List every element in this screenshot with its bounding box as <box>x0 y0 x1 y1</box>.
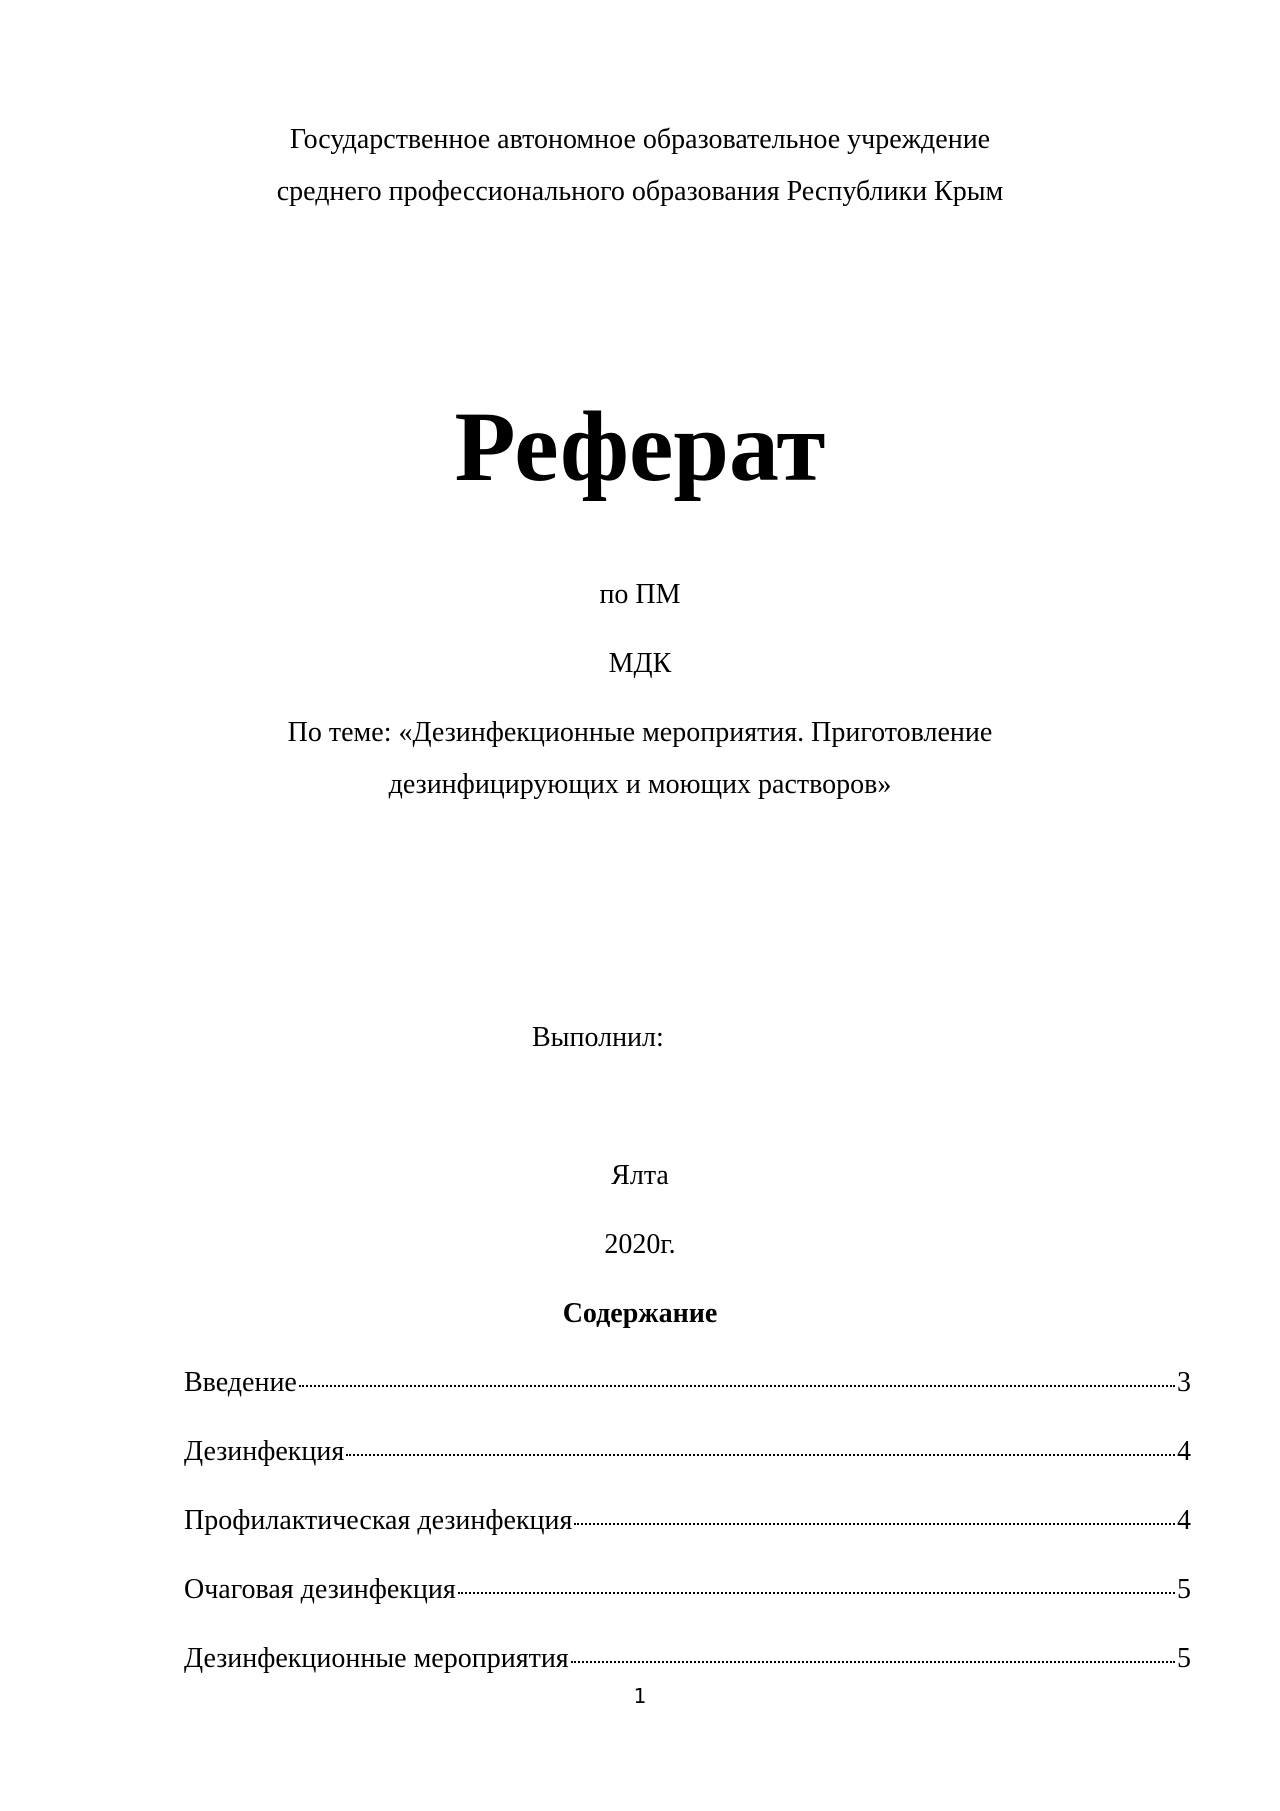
toc-entry-page: 5 <box>1177 1574 1191 1605</box>
toc-heading: Содержание <box>562 1298 718 1329</box>
toc-entry-label: Дезинфекционные мероприятия <box>184 1643 569 1674</box>
toc-leader-dots <box>346 1454 1175 1456</box>
toc-entry-page: 5 <box>1177 1643 1191 1674</box>
toc-entry[interactable] <box>184 1366 1191 1435</box>
toc-entry[interactable] <box>184 1573 1191 1642</box>
table-of-contents <box>184 1366 1191 1711</box>
document-title: Реферат <box>454 391 826 502</box>
toc-entry-label: Введение <box>184 1367 297 1398</box>
toc-entry[interactable] <box>184 1435 1191 1504</box>
institution-line-1: Государственное автономное образовательное учреждение <box>289 124 991 155</box>
toc-leader-dots <box>299 1385 1175 1387</box>
city: Ялта <box>611 1160 669 1191</box>
year: 2020г. <box>604 1229 676 1260</box>
performer-label: Выполнил: <box>532 1022 664 1053</box>
subject-mdk: МДК <box>608 648 672 679</box>
page-number: 1 <box>633 1684 647 1708</box>
subject-pm: по ПМ <box>599 579 681 610</box>
toc-leader-dots <box>574 1523 1175 1525</box>
toc-leader-dots <box>458 1592 1175 1594</box>
toc-entry[interactable] <box>184 1504 1191 1573</box>
toc-entry-label: Очаговая дезинфекция <box>184 1574 456 1605</box>
toc-entry-page: 4 <box>1177 1505 1191 1536</box>
topic-line-1: По теме: «Дезинфекционные мероприятия. Приготовление <box>287 717 993 748</box>
toc-leader-dots <box>571 1661 1175 1663</box>
toc-entry-label: Профилактическая дезинфекция <box>184 1505 573 1536</box>
topic-line-2: дезинфицирующих и моющих растворов» <box>388 769 892 800</box>
toc-entry-label: Дезинфекция <box>184 1436 345 1467</box>
toc-entry-page: 3 <box>1177 1367 1191 1398</box>
institution-line-2: среднего профессионального образования Республики Крым <box>276 176 1004 207</box>
toc-entry-page: 4 <box>1177 1436 1191 1467</box>
